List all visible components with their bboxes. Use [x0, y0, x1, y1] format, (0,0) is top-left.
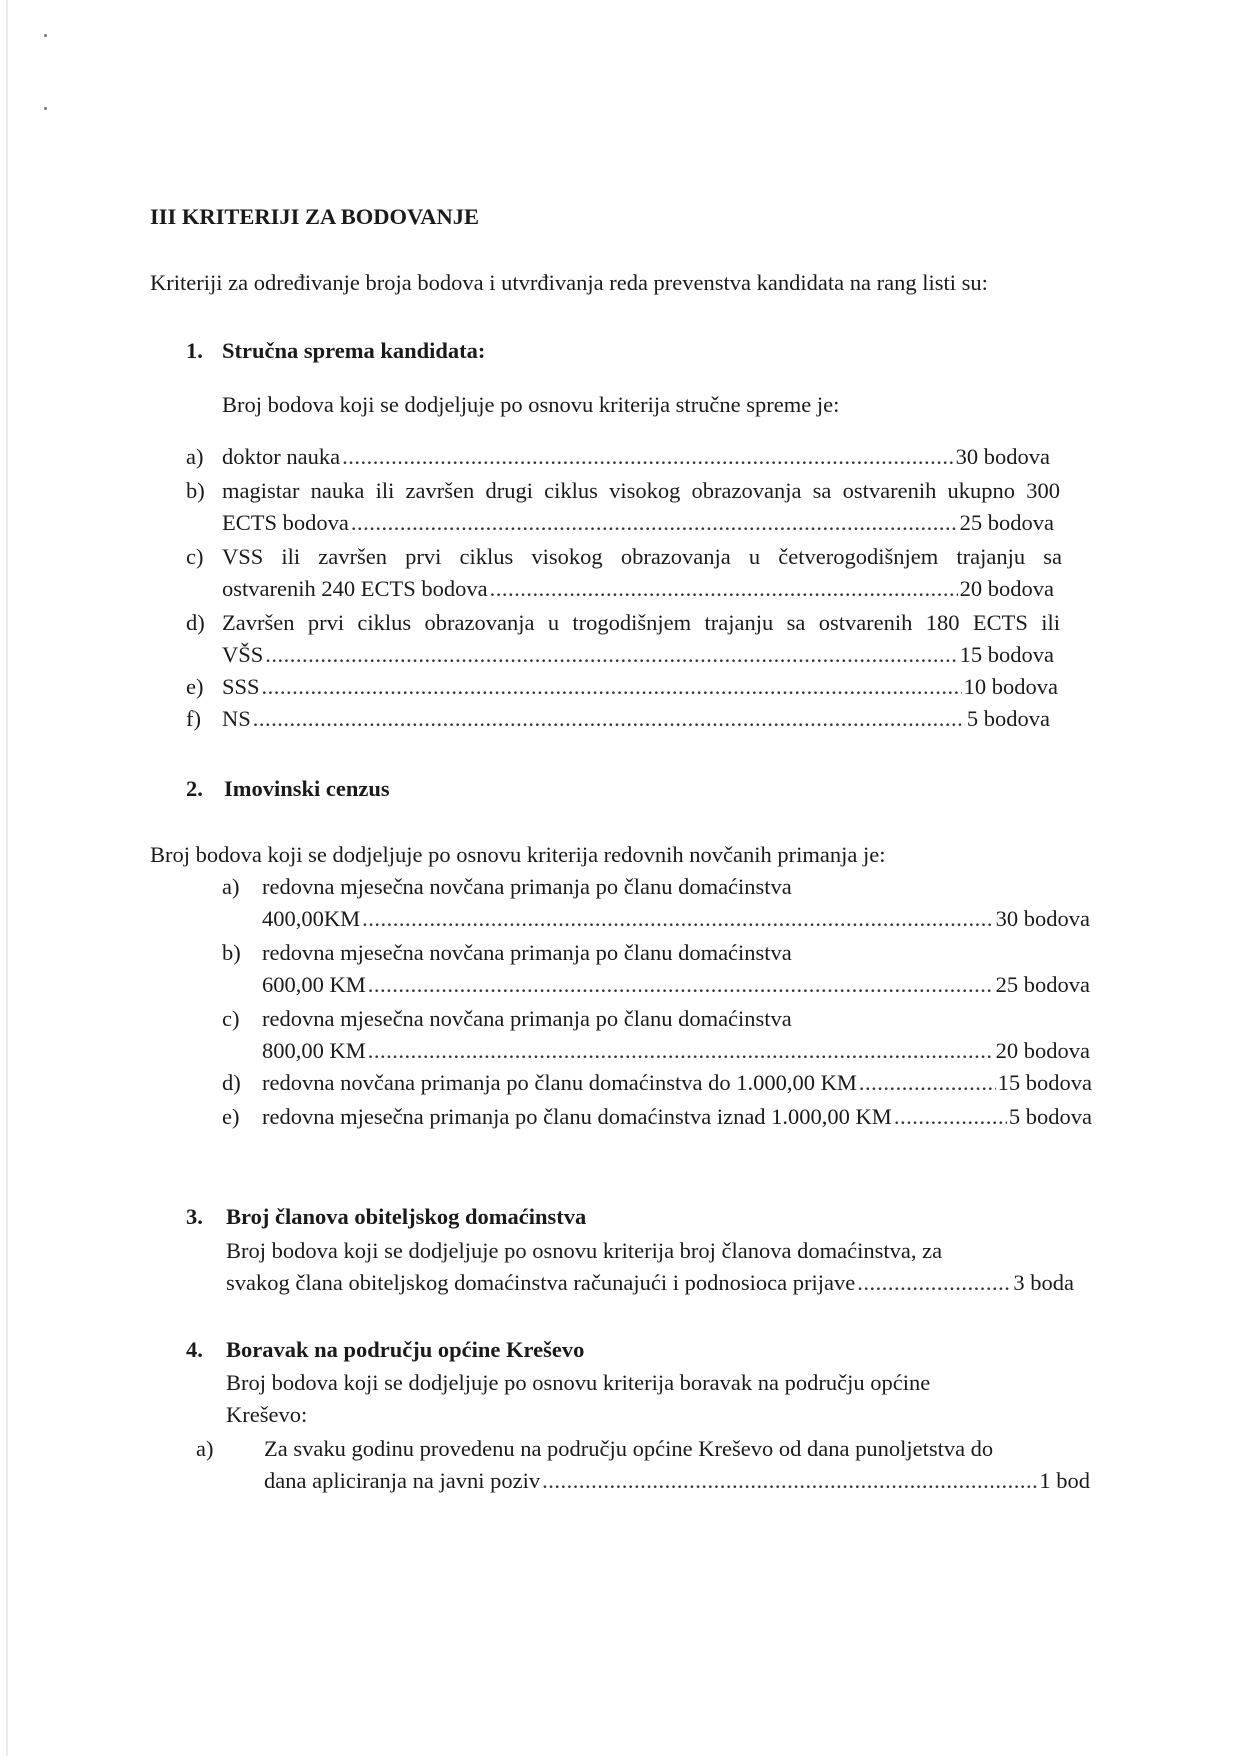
s2-item-c-line1: redovna mjesečna novčana primanja po članu domaćinstva	[262, 1006, 792, 1031]
leader-dots	[368, 1036, 994, 1066]
intro-text: Kriteriji za određivanje broja bodova i utvrđivanja reda prevenstva kandidata na rang listi su:	[150, 270, 988, 295]
s2-item-e-text: redovna mjesečna primanja po članu domaćinstva iznad 1.000,00 KM	[262, 1104, 892, 1129]
s1-item-e	[222, 672, 1058, 702]
s4-item-a-text: dana apliciranja na javni poziv	[264, 1468, 541, 1493]
s4-item-a-line1: Za svaku godinu provedenu na području općine Kreševo od dana punoljetstva do	[264, 1436, 994, 1461]
s1-item-b-points: 25 bodova	[959, 510, 1054, 535]
section-1-heading: Stručna sprema kandidata:	[222, 338, 486, 363]
s1-item-c-text: ostvarenih 240 ECTS bodova	[222, 576, 488, 601]
s2-item-c	[262, 1036, 1090, 1066]
section-3-points: 3 boda	[1013, 1270, 1074, 1295]
s1-item-d-line1: Završen prvi ciklus obrazovanja u trogodišnjem trajanju sa ostvarenih 180 ECTS ili	[222, 610, 1060, 635]
s1-item-c-line1: VSS ili završen prvi ciklus visokog obrazovanja u četverogodišnjem trajanju sa	[222, 544, 1062, 569]
section-2-lead: Broj bodova koji se dodjeljuje po osnovu kriterija redovnih novčanih primanja je:	[150, 842, 886, 867]
s1-item-e-letter: e)	[186, 674, 204, 699]
s2-item-a-letter: a)	[222, 874, 240, 899]
leader-dots	[342, 442, 954, 472]
s2-item-e-points: 5 bodova	[1008, 1104, 1092, 1129]
leader-dots	[265, 640, 957, 670]
s1-item-f-text: NS	[222, 706, 251, 731]
s2-item-b-text: 600,00 KM	[262, 972, 366, 997]
s2-item-b-points: 25 bodova	[995, 972, 1090, 997]
scan-speck	[44, 107, 47, 110]
s1-item-b-text: ECTS bodova	[222, 510, 349, 535]
s1-item-b	[222, 508, 1054, 538]
leader-dots	[490, 574, 958, 604]
s2-item-b-letter: b)	[222, 940, 241, 965]
s2-item-a-text: 400,00KM	[262, 906, 361, 931]
s4-item-a-points: 1 bod	[1039, 1468, 1090, 1493]
s2-item-d-letter: d)	[222, 1070, 241, 1095]
s1-item-e-text: SSS	[222, 674, 260, 699]
section-3-heading: Broj članova obiteljskog domaćinstva	[226, 1204, 587, 1229]
s2-item-a	[262, 904, 1090, 934]
section-1-lead: Broj bodova koji se dodjeljuje po osnovu kriterija stručne spreme je:	[222, 392, 840, 417]
section-2-heading: Imovinski cenzus	[224, 776, 390, 801]
s1-item-a	[222, 442, 1050, 472]
s1-item-d-text: VŠS	[222, 642, 264, 667]
s1-item-e-points: 10 bodova	[963, 674, 1058, 699]
leader-dots	[542, 1466, 1037, 1496]
s1-item-d-points: 15 bodova	[959, 642, 1054, 667]
section-3-entry	[226, 1268, 1074, 1298]
s2-item-d-text: redovna novčana primanja po članu domaćinstva do 1.000,00 KM	[262, 1070, 857, 1095]
section-4-heading: Boravak na području općine Kreševo	[226, 1337, 585, 1362]
s2-item-d	[262, 1068, 1092, 1098]
section-4-number: 4.	[186, 1337, 203, 1362]
s1-item-c-letter: c)	[186, 544, 204, 569]
s2-item-c-text: 800,00 KM	[262, 1038, 366, 1063]
s1-item-a-text: doktor nauka	[222, 444, 341, 469]
s2-item-c-letter: c)	[222, 1006, 240, 1031]
s2-item-b-line1: redovna mjesečna novčana primanja po članu domaćinstva	[262, 940, 792, 965]
s2-item-e	[262, 1102, 1092, 1132]
scan-speck	[44, 34, 47, 37]
s1-item-c	[222, 574, 1054, 604]
s1-item-d	[222, 640, 1054, 670]
page-title: III KRITERIJI ZA BODOVANJE	[150, 204, 480, 229]
s2-item-c-points: 20 bodova	[995, 1038, 1090, 1063]
s1-item-c-points: 20 bodova	[959, 576, 1054, 601]
leader-dots	[859, 1068, 996, 1098]
section-3-text: svakog člana obiteljskog domaćinstva računajući i podnosioca prijave	[226, 1270, 856, 1295]
s2-item-d-points: 15 bodova	[997, 1070, 1092, 1095]
s2-item-a-points: 30 bodova	[995, 906, 1090, 931]
scan-edge	[6, 0, 8, 1756]
section-4-line1: Broj bodova koji se dodjeljuje po osnovu kriterija boravak na području općine	[226, 1370, 931, 1395]
s2-item-b	[262, 970, 1090, 1000]
section-2-number: 2.	[186, 776, 203, 801]
leader-dots	[368, 970, 994, 1000]
leader-dots	[894, 1102, 1007, 1132]
s1-item-d-letter: d)	[186, 610, 205, 635]
s1-item-f-letter: f)	[186, 706, 201, 731]
s1-item-a-letter: a)	[186, 444, 204, 469]
leader-dots	[253, 704, 965, 734]
s1-item-b-line1: magistar nauka ili završen drugi ciklus visokog obrazovanja sa ostvarenih ukupno 300	[222, 478, 1060, 503]
s1-item-f-points: 5 bodova	[966, 706, 1050, 731]
section-3-number: 3.	[186, 1204, 203, 1229]
s4-item-a-letter: a)	[196, 1436, 214, 1461]
section-1-number: 1.	[186, 338, 203, 363]
s2-item-e-letter: e)	[222, 1104, 240, 1129]
s4-item-a	[264, 1466, 1090, 1496]
s1-item-f	[222, 704, 1050, 734]
leader-dots	[857, 1268, 1011, 1298]
leader-dots	[262, 672, 962, 702]
s1-item-b-letter: b)	[186, 478, 205, 503]
leader-dots	[362, 904, 993, 934]
section-4-line2: Kreševo:	[226, 1402, 308, 1427]
leader-dots	[351, 508, 958, 538]
section-3-line1: Broj bodova koji se dodjeljuje po osnovu kriterija broj članova domaćinstva, za	[226, 1238, 943, 1263]
s2-item-a-line1: redovna mjesečna novčana primanja po članu domaćinstva	[262, 874, 792, 899]
s1-item-a-points: 30 bodova	[955, 444, 1050, 469]
